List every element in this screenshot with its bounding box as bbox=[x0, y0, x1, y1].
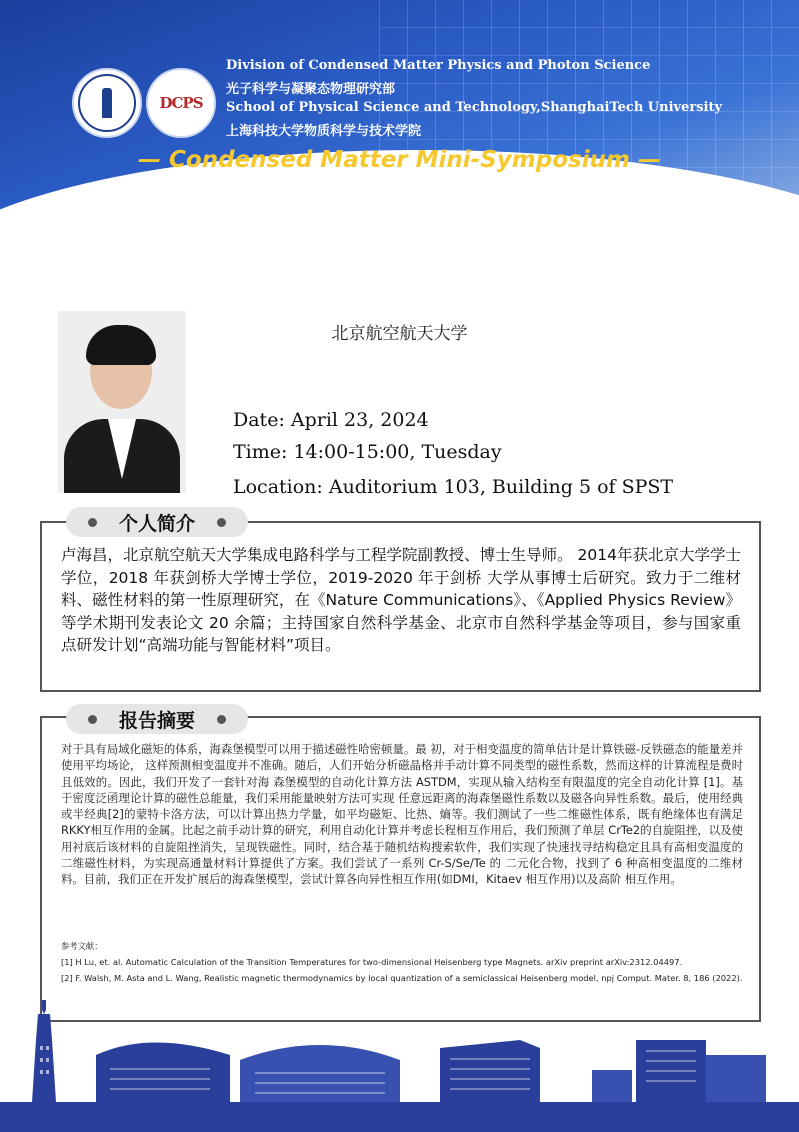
bullet-dot bbox=[217, 715, 226, 724]
abstract-heading: 报告摘要 bbox=[118, 709, 195, 732]
event-location: Location: Auditorium 103, Building 5 of SPST bbox=[233, 476, 674, 498]
bio-heading: 个人简介 bbox=[118, 512, 195, 535]
campus-skyline-illustration bbox=[0, 1000, 799, 1132]
bullet-dot bbox=[88, 518, 97, 527]
reference-item-2: [2] F. Walsh, M. Asta and L. Wang, Realistic magnetic thermodynamics by local quantization of a semiclassical Heisenberg model, npj Comput. Mater. 8, 186 (2022). bbox=[61, 973, 743, 983]
school-name-en: School of Physical Science and Technology,ShanghaiTech University bbox=[226, 100, 723, 115]
school-name-cn: 上海科技大学物质科学与技术学院 bbox=[226, 124, 422, 139]
event-date: Date: April 23, 2024 bbox=[233, 409, 429, 431]
speaker-name: 卢海昌 副教授 bbox=[345, 290, 454, 310]
shanghaitech-logo bbox=[72, 68, 142, 138]
bullet-dot bbox=[88, 715, 97, 724]
reference-item-1: [1] H Lu, et. al. Automatic Calculation of the Transition Temperatures for two-dimensional Heisenberg type Magnets. arXiv preprint arXiv:2312.04497. bbox=[61, 957, 683, 967]
abstract-text: 对于具有局域化磁矩的体系，海森堡模型可以用于描述磁性哈密顿量。最 初，对于相变温度的简单估计是计算铁磁-反铁磁态的能量差并使用平均场论， 这样预测相变温度并不准确。随后，人们开始分析磁晶格并手动计算不同类型的磁性系数，然而这样的计算流程是费时且低效的。因此，我们开发了一套针对海 森堡模型的自动化计算方法 ASTDM，实现从输入结构至有限温度的完全自动化计算 [1]。基于密度泛函理论计算的磁性总能量，我们采用能量映射方法可实现 任意远距离的海森堡磁性系数以及磁各向异性系数。最后，使用经典或半经典[2]的蒙特卡洛方法，可以计算出热力学量，如平均磁矩、比热、熵等。我们测试了一些二维磁性体系，既有绝缘体也有满足RKKY相互作用的金属。比起之前手动计算的研究，利用自动化计算并考虑长程相互作用后，我们预测了单层 CrTe2的自旋阻挫，以及使用衬底后该材料的自旋阻挫消失，呈现铁磁性。同时，结合基于随机结构搜索软件，我们实现了快速找寻结构稳定且具有高相变温度的二维磁性材料，为实现高通量材料计算提供了方案。我们尝试了一系列 Cr-S/Se/Te 的 二元化合物，找到了 6 种高相变温度的二维材料。目前，我们正在开发扩展后的海森堡模型，尝试计算各向异性相互作用(如DMI，Kitaev 相互作用)以及高阶 相互作用。 bbox=[61, 742, 743, 887]
bio-text: 卢海昌，北京航空航天大学集成电路科学与工程学院副教授、博士生导师。 2014年获北京大学学士学位，2018 年获剑桥大学博士学位，2019-2020 年于剑桥 大学从事博士后研究。致力于二维材料、磁性材料的第一性原理研究，在《Nature Communications》、《Applied Physics Review》等学术期刊发表论文 20 余篇；主持国家自然科学基金、北京市自然科学基金等项目，参与国家重点研发计划“高端功能与智能材料”项目。 bbox=[61, 546, 741, 654]
dcps-logo-text: DCPS bbox=[159, 94, 203, 112]
division-name-en: Division of Condensed Matter Physics and Photon Science bbox=[226, 58, 651, 73]
symposium-series: — Condensed Matter Mini-Symposium — bbox=[138, 147, 661, 173]
event-time: Time: 14:00-15:00, Tuesday bbox=[233, 441, 502, 463]
abstract-heading-pill bbox=[66, 704, 248, 734]
division-name-cn: 光子科学与凝聚态物理研究部 bbox=[226, 82, 396, 97]
speaker-photo bbox=[58, 311, 186, 493]
dcps-logo bbox=[146, 68, 216, 138]
bullet-dot bbox=[217, 518, 226, 527]
talk-title-line2: 动化相变温度计算 bbox=[283, 232, 516, 266]
talk-title-line1: 面向适用于海森堡模型磁性材料的自 bbox=[167, 194, 632, 228]
references bbox=[61, 938, 743, 986]
bio-heading-pill bbox=[66, 507, 248, 537]
references-heading: 参考文献： bbox=[61, 941, 103, 951]
talk-title bbox=[0, 192, 799, 268]
speaker-affiliation: 北京航空航天大学 bbox=[331, 324, 468, 344]
